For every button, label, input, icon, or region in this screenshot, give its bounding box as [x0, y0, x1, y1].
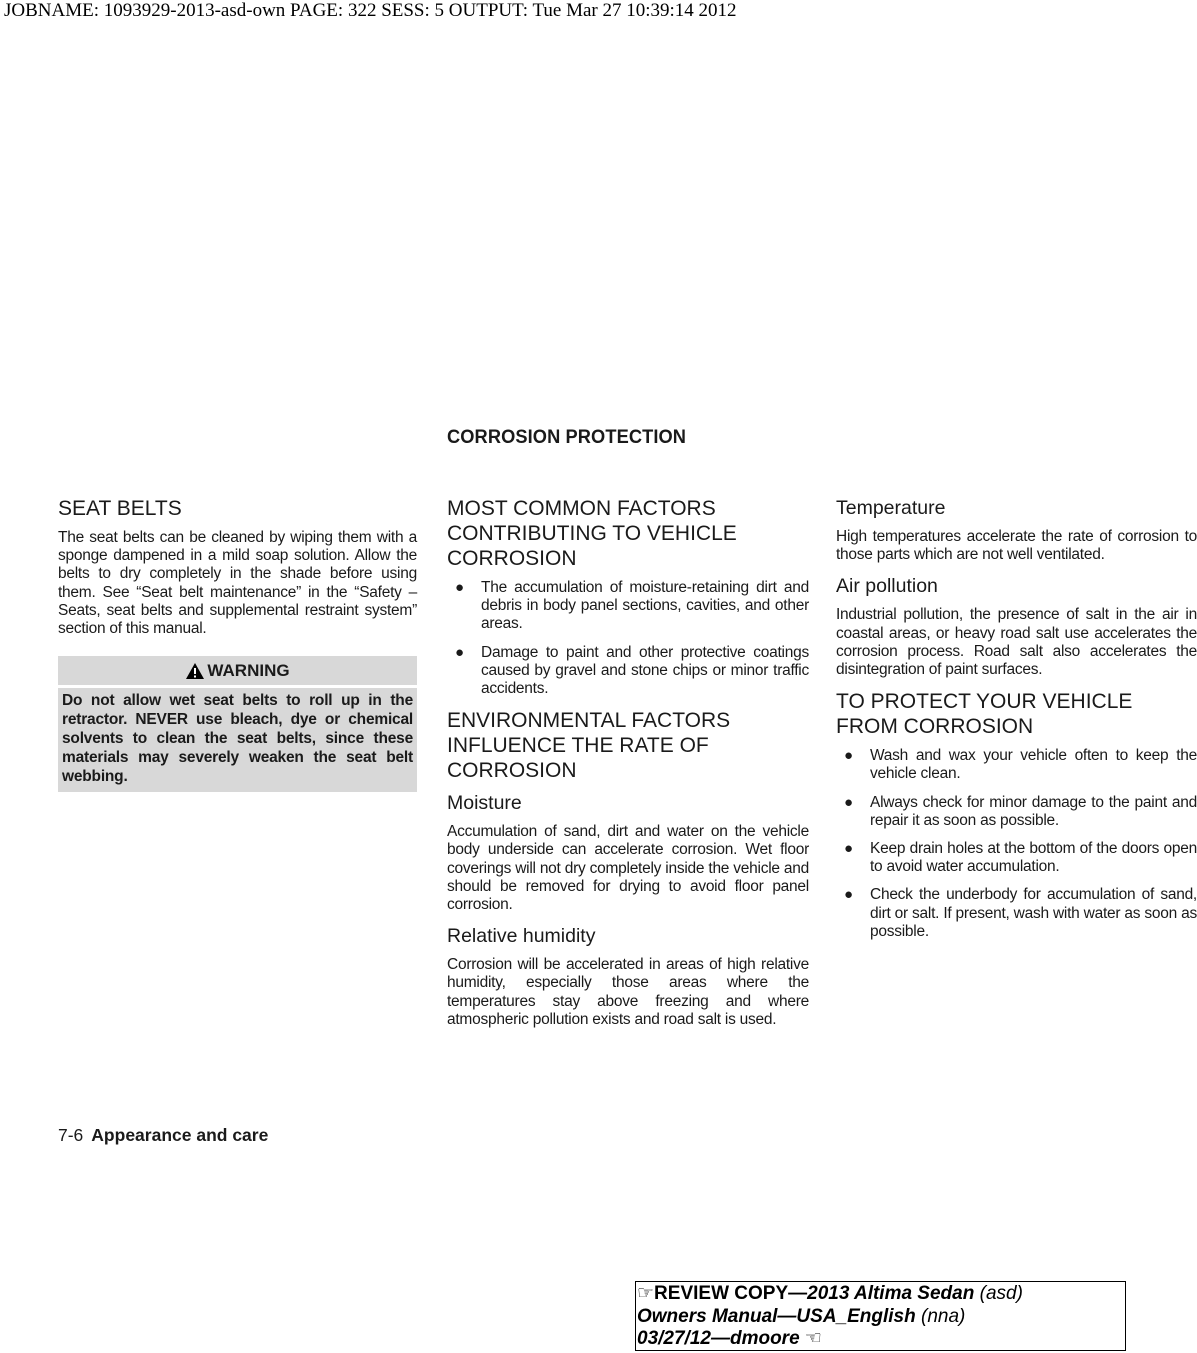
- warning-box: [58, 656, 417, 792]
- list-item-text: Keep drain holes at the bottom of the doors open to avoid water accumulation.: [870, 840, 1197, 876]
- list-item: [836, 747, 1197, 783]
- humidity-heading: Relative humidity: [447, 925, 596, 948]
- moisture-heading: Moisture: [447, 792, 522, 815]
- job-header: JOBNAME: 1093929-2013-asd-own PAGE: 322 SESS: 5 OUTPUT: Tue Mar 27 10:39:14 2012: [4, 0, 737, 21]
- common-factors-heading: MOST COMMON FACTORS CONTRIBUTING TO VEHICLE CORROSION: [447, 497, 737, 570]
- pointing-hand-left-icon: ☜: [804, 1328, 822, 1349]
- review-copy-box: [635, 1281, 1126, 1351]
- review-line-2: [637, 1306, 1125, 1329]
- bullet-icon: ●: [455, 643, 464, 661]
- pointing-hand-icon: ☞: [637, 1283, 655, 1304]
- review-copy-label: REVIEW COPY—: [654, 1283, 808, 1304]
- review-line-1: [637, 1283, 1125, 1306]
- warning-text: Do not allow wet seat belts to roll up in the retractor. NEVER use bleach, dye or chemical solvents to clean the seat belts, since these materials may severely weaken the seat belt webbing.: [62, 692, 413, 786]
- temperature-heading: Temperature: [836, 497, 946, 519]
- bullet-icon: ●: [844, 793, 853, 811]
- list-item: [447, 579, 809, 634]
- protect-list: [836, 747, 1197, 941]
- seat-belts-paragraph: The seat belts can be cleaned by wiping them with a sponge dampened in a mild soap solution. Allow the belts to dry completely in the shade before using them. See “Seat belt maintenance” in the “Safety – Seats, seat belts and supplemental restraint system” section of this manual.: [58, 529, 417, 638]
- list-item-text: Wash and wax your vehicle often to keep the vehicle clean.: [870, 747, 1197, 783]
- model-code: (asd): [974, 1283, 1023, 1304]
- protect-heading: TO PROTECT YOUR VEHICLE FROM CORROSION: [836, 690, 1133, 739]
- list-item: [836, 840, 1197, 876]
- page-footer: [58, 1125, 268, 1145]
- vehicle-model: 2013 Altima Sedan: [807, 1283, 975, 1304]
- air-pollution-paragraph: Industrial pollution, the presence of salt in the air in coastal areas, or heavy road salt use accelerates the corrosion process. Road salt also accelerates the disintegration of paint surfaces.: [836, 606, 1197, 679]
- list-item-text: Always check for minor damage to the paint and repair it as soon as possible.: [870, 793, 1197, 829]
- bullet-icon: ●: [455, 579, 464, 596]
- list-item-text: The accumulation of moisture-retaining dirt and debris in body panel sections, cavities, and other areas.: [481, 579, 809, 633]
- list-item: [447, 644, 809, 699]
- column-corrosion-factors: [447, 496, 809, 1039]
- bullet-icon: ●: [844, 886, 853, 904]
- column-seat-belts: [58, 496, 417, 792]
- temperature-paragraph: High temperatures accelerate the rate of corrosion to those parts which are not well ventilated.: [836, 528, 1197, 564]
- list-item-text: Damage to paint and other protective coatings caused by gravel and stone chips or minor traffic accidents.: [481, 643, 809, 698]
- list-item: [836, 886, 1197, 941]
- chapter-title: Appearance and care: [91, 1125, 269, 1145]
- seat-belts-heading: SEAT BELTS: [58, 497, 182, 520]
- list-item-text: Check the underbody for accumulation of sand, dirt or salt. If present, wash with water as soon as possible.: [870, 886, 1197, 940]
- review-line-3: [637, 1328, 1125, 1351]
- warning-triangle-icon: [185, 662, 205, 680]
- warning-label: WARNING: [207, 661, 290, 681]
- manual-code: (nna): [915, 1305, 966, 1327]
- warning-header: [58, 656, 417, 685]
- column-protection: [836, 496, 1197, 951]
- manual-name: Owners Manual—USA_English: [637, 1305, 916, 1327]
- air-pollution-heading: Air pollution: [836, 575, 938, 598]
- page-number: 7-6: [58, 1125, 84, 1145]
- humidity-paragraph: Corrosion will be accelerated in areas of high relative humidity, especially those areas where the temperatures stay above freezing and where atmospheric pollution exists and road salt is used.: [447, 956, 809, 1028]
- bullet-icon: ●: [844, 747, 853, 765]
- moisture-paragraph: Accumulation of sand, dirt and water on the vehicle body underside can accelerate corrosion. Wet floor coverings will not dry completely inside the vehicle and should be removed for drying to avoid floor panel corrosion.: [447, 823, 809, 914]
- common-factors-list: [447, 579, 809, 698]
- section-title: CORROSION PROTECTION: [447, 427, 687, 448]
- list-item: [836, 794, 1197, 830]
- review-date-author: 03/27/12—dmoore: [637, 1328, 800, 1349]
- environmental-factors-heading: ENVIRONMENTAL FACTORS INFLUENCE THE RATE OF CORROSION: [447, 709, 731, 783]
- bullet-icon: ●: [844, 840, 853, 858]
